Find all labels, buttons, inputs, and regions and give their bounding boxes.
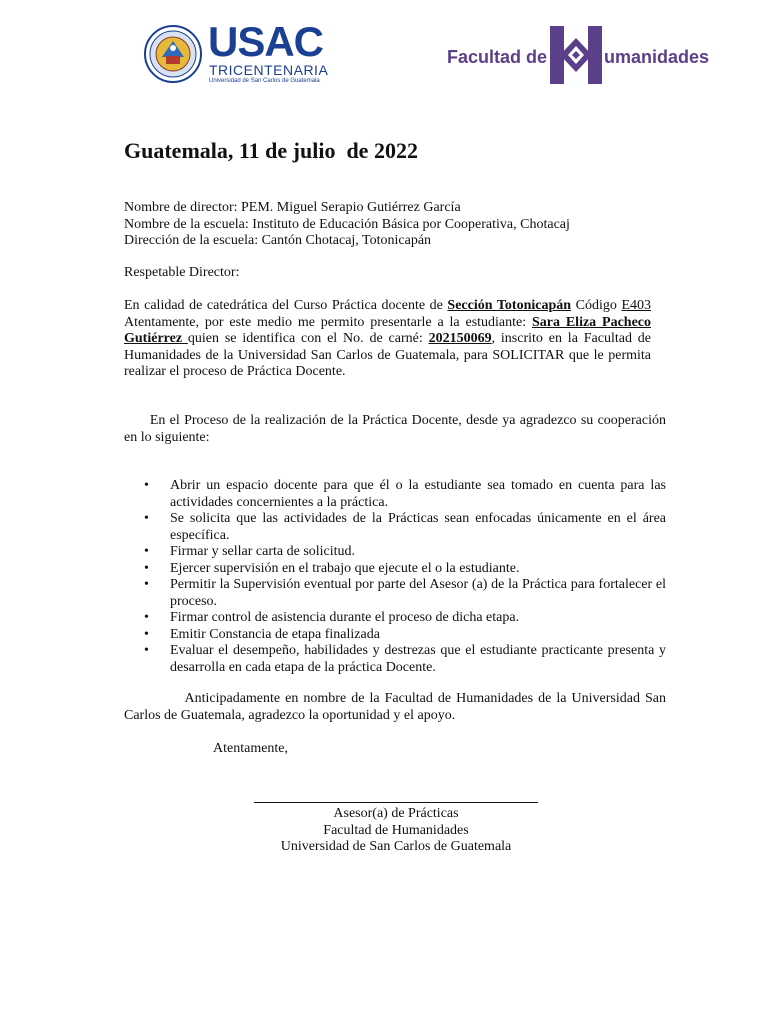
list-item-text: Firmar control de asistencia durante el proceso de dicha etapa.: [170, 610, 520, 625]
usac-subtitle: TRICENTENARIA: [209, 62, 329, 78]
humanidades-logo-text-2: umanidades: [604, 47, 710, 67]
list-item-text: Permitir la Supervisión eventual por parte del Asesor (a) de la Práctica para fortalecer el proceso.: [170, 577, 666, 609]
list-item: [124, 511, 666, 544]
address-line: Dirección de la escuela: Cantón Chotacaj, Totonicapán: [124, 233, 432, 248]
signature-role: Asesor(a) de Prácticas: [333, 806, 459, 821]
bullet: •: [144, 478, 149, 493]
intro-text-5: , inscrito en la Facultad de Humanidades de la Universidad San Carlos de Guatemala, para SOLICITAR que le permita realizar el proceso de Práctica Docente.: [124, 331, 652, 379]
director-line: Nombre de director: PEM. Miguel Serapio Gutiérrez García: [124, 200, 461, 215]
intro-text-3: Atentamente, por este medio me permito presentarle a la estudiante:: [124, 314, 532, 330]
usac-tagline: Universidad de San Carlos de Guatemala: [209, 78, 320, 84]
process-paragraph: En el Proceso de la realización de la Práctica Docente, desde ya agradezco su cooperación en lo siguiente:: [124, 413, 670, 445]
intro-text-4: quien se identifica con el No. de carné:: [187, 331, 429, 346]
signature-faculty: Facultad de Humanidades: [323, 822, 469, 838]
humanidades-logo: [446, 22, 712, 88]
usac-seal-icon: [142, 25, 204, 83]
bullet: •: [144, 511, 149, 526]
list-item-text: Evaluar el desempeño, habilidades y destrezas que el estudiante practicante presenta y desarrolla en cada etapa de la práctica Docente.: [170, 643, 666, 675]
humanidades-logo-text-1: Facultad de: [447, 47, 548, 67]
intro-text-2: Código: [571, 298, 622, 313]
bullet: •: [144, 544, 149, 559]
bullet: •: [144, 610, 149, 625]
bullet: •: [144, 643, 149, 658]
list-item: [124, 577, 666, 610]
student-name: Sara Eliza Pacheco Gutiérrez: [124, 314, 651, 346]
list-item: [124, 478, 666, 511]
date-heading: Guatemala, 11 de julio de 2022: [124, 138, 418, 163]
school-line: Nombre de la escuela: Instituto de Educación Básica por Cooperativa, Chotacaj: [124, 216, 570, 232]
bullet: •: [144, 560, 149, 576]
usac-logo: [140, 18, 340, 86]
list-item-text: Firmar y sellar carta de solicitud.: [170, 544, 356, 559]
list-item: [124, 627, 666, 644]
seccion-name: Sección Totonicapán: [447, 298, 572, 313]
farewell: Atentamente,: [213, 741, 289, 756]
list-item: [124, 643, 666, 676]
carne-number: 202150069: [428, 331, 492, 346]
list-item: [124, 544, 666, 561]
list-item: [124, 610, 666, 627]
list-item-text: Ejercer supervisión en el trabajo que ejecute el o la estudiante.: [170, 560, 520, 576]
requirements-list: [124, 478, 666, 676]
humanidades-h-icon: [546, 24, 606, 86]
list-item-text: Emitir Constancia de etapa finalizada: [170, 626, 380, 642]
salutation: Respetable Director:: [124, 265, 240, 280]
usac-title: USAC: [208, 18, 324, 65]
bullet: •: [144, 626, 149, 642]
bullet: •: [144, 577, 149, 592]
codigo-value: E403: [621, 298, 651, 313]
list-item: [124, 561, 666, 578]
signature-university: Universidad de San Carlos de Guatemala: [280, 839, 512, 854]
closing-paragraph: Anticipadamente en nombre de la Facultad de Humanidades de la Universidad San Carlos de Guatemala, agradezco la oportunidad y el apoyo.: [124, 691, 670, 723]
list-item-text: Abrir un espacio docente para que él o la estudiante sea tomado en cuenta para las actividades concernientes a la práctica.: [170, 478, 666, 510]
list-item-text: Se solicita que las actividades de la Prácticas sean enfocadas únicamente en el área específica.: [170, 511, 666, 543]
signature-line: [254, 802, 538, 803]
intro-text-1: En calidad de catedrática del Curso Práctica docente de: [124, 298, 448, 313]
intro-paragraph: [124, 298, 651, 381]
